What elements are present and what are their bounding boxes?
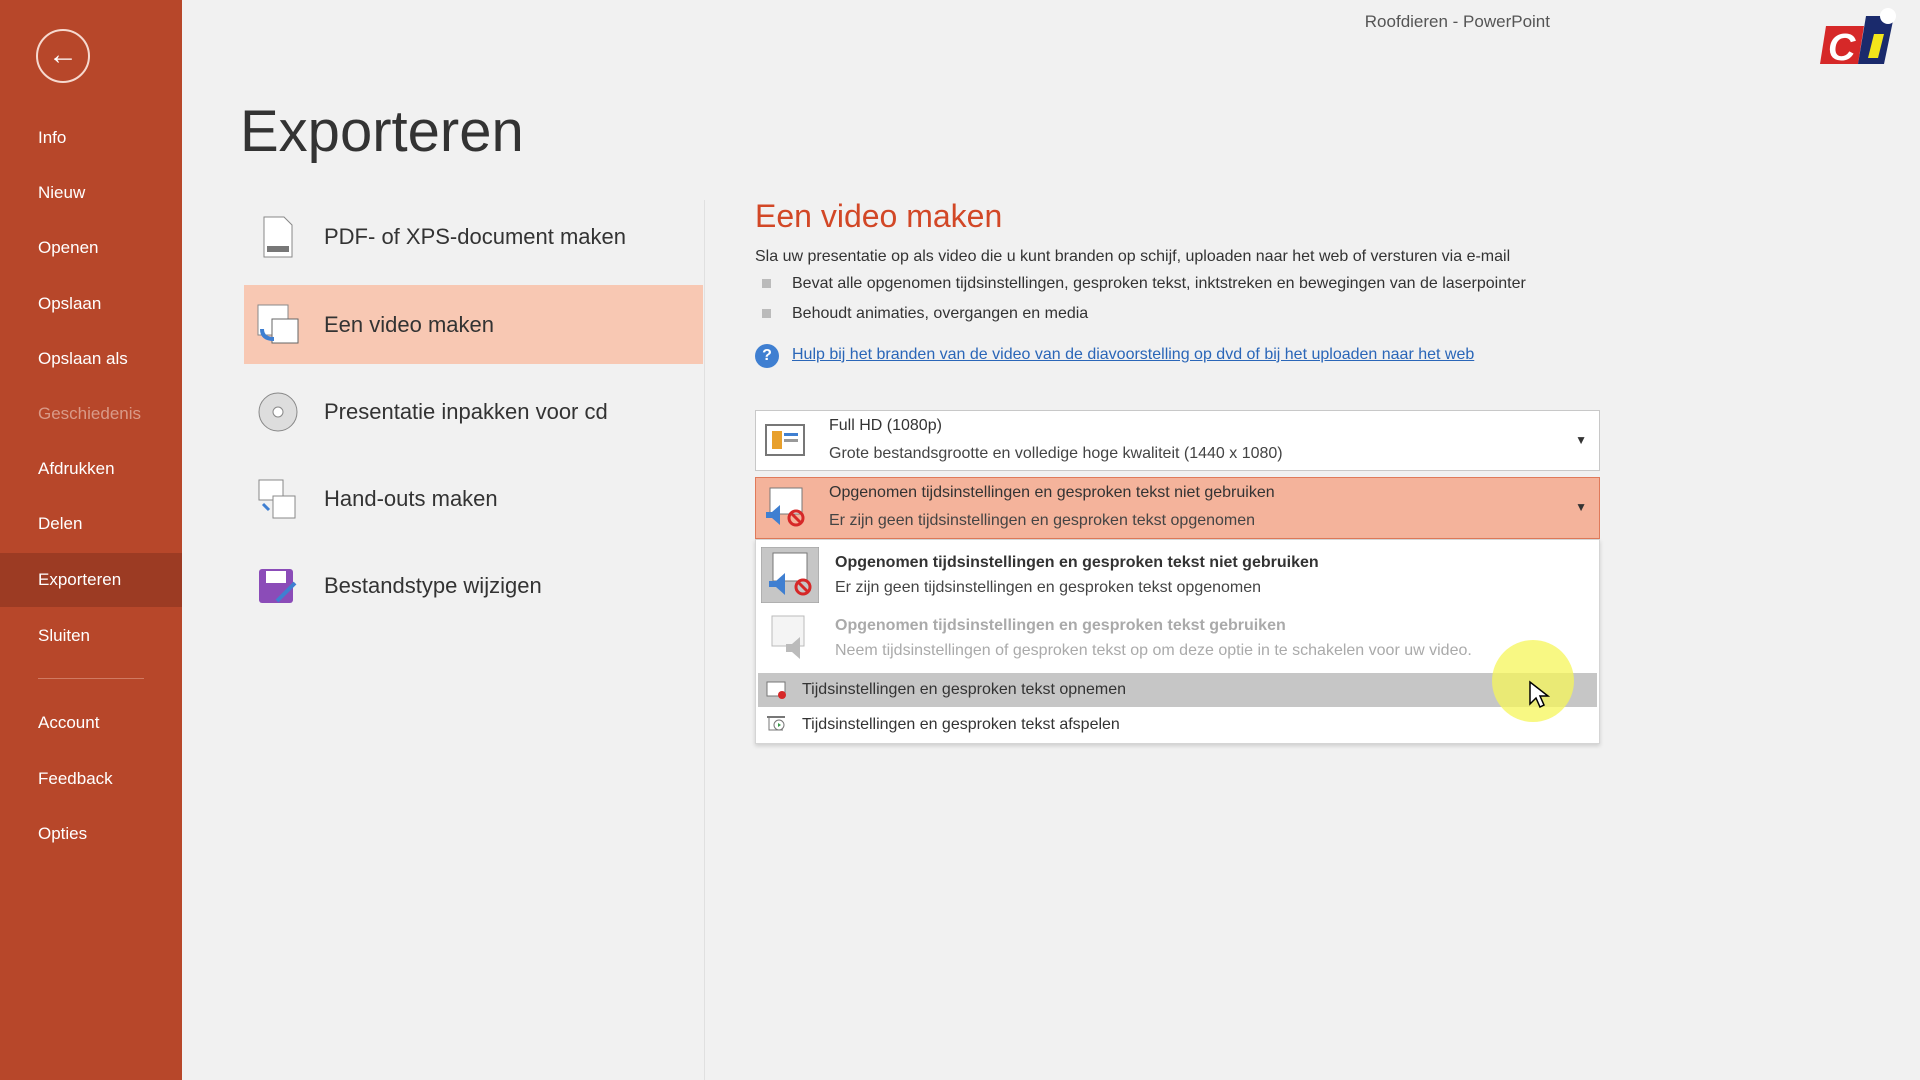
pane-divider [704, 200, 705, 1080]
pdf-document-icon [256, 215, 300, 259]
timings-title: Opgenomen tijdsinstellingen en gesproken tekst niet gebruiken [829, 484, 1275, 501]
menu-record-timings[interactable] [758, 673, 1597, 707]
nav-opslaan[interactable]: Opslaan [38, 294, 102, 313]
chevron-down-icon: ▼ [1575, 433, 1587, 447]
back-button[interactable]: ← [36, 29, 90, 83]
narration-disabled-icon [768, 614, 812, 662]
section-heading: Een video maken [755, 198, 1003, 234]
bullet-text: Bevat alle opgenomen tijdsinstellingen, gesproken tekst, inktstreken en bewegingen van de laserpointer [792, 275, 1526, 292]
nav-delen[interactable]: Delen [38, 514, 83, 533]
export-pdf-xps[interactable] [244, 197, 703, 276]
svg-text:C: C [1828, 27, 1856, 68]
export-option-label: Presentatie inpakken voor cd [324, 398, 608, 424]
menu-option-use [756, 610, 1599, 666]
quality-dropdown[interactable] [755, 410, 1600, 471]
record-icon [766, 679, 788, 701]
option-title: Opgenomen tijdsinstellingen en gesproken tekst gebruiken [835, 617, 1286, 634]
chevron-down-icon: ▼ [1575, 500, 1587, 514]
section-description: Sla uw presentatie op als video die u kunt branden op schijf, uploaden naar het web of versturen via e-mail [755, 248, 1511, 265]
handouts-icon [256, 477, 300, 521]
nav-feedback[interactable]: Feedback [38, 769, 113, 788]
timings-dropdown[interactable] [755, 477, 1600, 539]
backstage-sidebar [0, 0, 182, 1080]
help-icon: ? [755, 344, 779, 368]
no-narration-icon [761, 547, 819, 603]
export-option-label: Hand-outs maken [324, 485, 498, 511]
quality-subtitle: Grote bestandsgrootte en volledige hoge kwaliteit (1440 x 1080) [829, 445, 1283, 462]
bullet-icon [762, 279, 771, 288]
bullet-icon [762, 309, 771, 318]
presentation-quality-icon [764, 419, 806, 461]
nav-exporteren[interactable]: Exporteren [0, 553, 182, 607]
help-link[interactable]: Hulp bij het branden van de video van de diavoorstelling op dvd of bij het uploaden naar het web [792, 346, 1475, 363]
export-package-cd[interactable] [244, 372, 703, 451]
nav-account[interactable]: Account [38, 713, 100, 732]
window-title: Roofdieren - PowerPoint [1364, 12, 1550, 31]
bullet-text: Behoudt animaties, overgangen en media [792, 305, 1089, 322]
timings-menu [755, 539, 1600, 744]
export-option-label: Bestandstype wijzigen [324, 572, 542, 598]
save-as-icon [256, 564, 300, 608]
quality-title: Full HD (1080p) [829, 417, 942, 434]
nav-openen[interactable]: Openen [38, 238, 99, 257]
nav-nieuw[interactable]: Nieuw [38, 183, 86, 202]
export-option-label: Een video maken [324, 311, 494, 337]
export-video[interactable] [244, 285, 703, 364]
export-handouts[interactable] [244, 459, 703, 538]
nav-afdrukken[interactable]: Afdrukken [38, 459, 115, 478]
option-subtitle: Er zijn geen tijdsinstellingen en gesproken tekst opgenomen [835, 579, 1262, 596]
nav-sluiten[interactable]: Sluiten [38, 626, 90, 645]
menu-item-label: Tijdsinstellingen en gesproken tekst opnemen [802, 681, 1127, 698]
ci-logo-icon [1818, 8, 1904, 68]
export-change-file-type[interactable] [244, 546, 703, 625]
video-icon [256, 303, 300, 347]
timings-subtitle: Er zijn geen tijdsinstellingen en gesproken tekst opgenomen [829, 512, 1256, 529]
no-narration-icon [764, 486, 806, 528]
sidebar-divider [38, 678, 144, 679]
cd-icon [256, 390, 300, 434]
nav-opslaan-als[interactable]: Opslaan als [38, 349, 128, 368]
nav-info[interactable]: Info [38, 128, 67, 147]
nav-opties[interactable]: Opties [38, 824, 88, 843]
page-title: Exporteren [240, 99, 524, 164]
menu-play-timings[interactable] [758, 708, 1597, 742]
option-subtitle: Neem tijdsinstellingen of gesproken tekst op om deze optie in te schakelen voor uw video. [835, 642, 1472, 659]
menu-item-label: Tijdsinstellingen en gesproken tekst afspelen [802, 716, 1120, 733]
export-option-label: PDF- of XPS-document maken [324, 223, 627, 249]
nav-geschiedenis: Geschiedenis [38, 404, 142, 423]
menu-option-dont-use[interactable] [756, 547, 1599, 603]
mouse-cursor-icon [1528, 680, 1550, 710]
slideshow-play-icon [766, 714, 788, 736]
option-title: Opgenomen tijdsinstellingen en gesproken tekst niet gebruiken [835, 554, 1319, 571]
